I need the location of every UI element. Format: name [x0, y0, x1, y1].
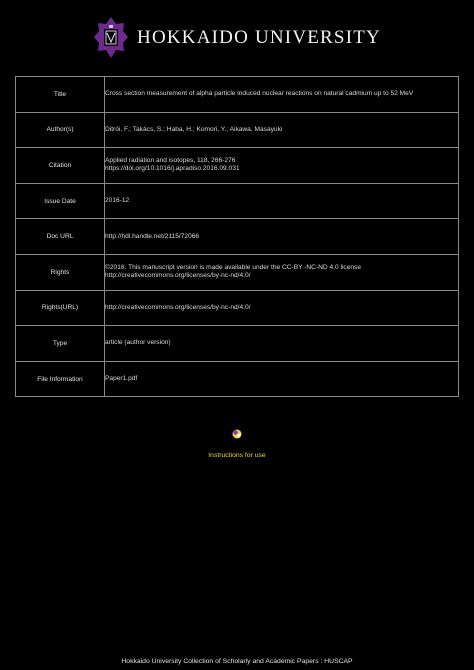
doc-url-value[interactable]: http://hdl.handle.net/2115/72066 — [105, 219, 459, 255]
title-value: Cross section measurement of alpha particle induced nuclear reactions on natural cadmium up to 52 MeV — [105, 77, 459, 113]
table-row — [16, 290, 459, 326]
issue-date-value: 2016-12 — [105, 183, 459, 219]
table-row — [16, 326, 459, 362]
rights-label: Rights — [16, 254, 105, 290]
file-info-value[interactable]: Paper1.pdf — [105, 361, 459, 397]
table-row — [16, 112, 459, 148]
hokkaido-crest-icon — [93, 16, 129, 60]
rights-license-link[interactable]: http://creativecommons.org/licenses/by-nc-nd/4.0/ — [105, 272, 251, 280]
citation-label: Citation — [16, 148, 105, 184]
authors-value: Ditrói, F.; Takács, S.; Haba, H.; Komori, Y.; Aikawa, Masayuki — [105, 112, 459, 148]
citation-journal: Applied radiation and isotopes, 118, 266-276 — [105, 157, 236, 165]
type-value: article (author version) — [105, 326, 459, 362]
file-info-label: File Information — [16, 361, 105, 397]
title-label: Title — [16, 77, 105, 113]
rights-value — [105, 254, 459, 290]
table-row — [16, 361, 459, 397]
instructions-block — [0, 428, 474, 462]
instructions-link[interactable]: Instructions for use — [208, 452, 266, 459]
citation-value — [105, 148, 459, 184]
rights-statement: ©2016. This manuscript version is made available under the CC-BY -NC-ND 4.0 license — [105, 264, 362, 272]
type-label: Type — [16, 326, 105, 362]
table-row — [16, 77, 459, 113]
page-header — [0, 14, 474, 62]
university-name: HOKKAIDO UNIVERSITY — [137, 27, 381, 48]
table-row — [16, 219, 459, 255]
metadata-table — [15, 76, 459, 397]
instructions-icon[interactable] — [231, 428, 243, 440]
table-row — [16, 254, 459, 290]
footer-text: Hokkaido University Collection of Scholarly and Academic Papers : HUSCAP — [121, 658, 353, 665]
citation-doi: https://doi.org/10.1016/j.apradiso.2016.09.031 — [105, 165, 240, 173]
rights-url-label: Rights(URL) — [16, 290, 105, 326]
issue-date-label: Issue Date — [16, 183, 105, 219]
table-row — [16, 148, 459, 184]
table-row — [16, 183, 459, 219]
authors-label: Author(s) — [16, 112, 105, 148]
rights-url-value[interactable]: http://creativecommons.org/licenses/by-nc-nd/4.0/ — [105, 290, 459, 326]
doc-url-label: Doc URL — [16, 219, 105, 255]
